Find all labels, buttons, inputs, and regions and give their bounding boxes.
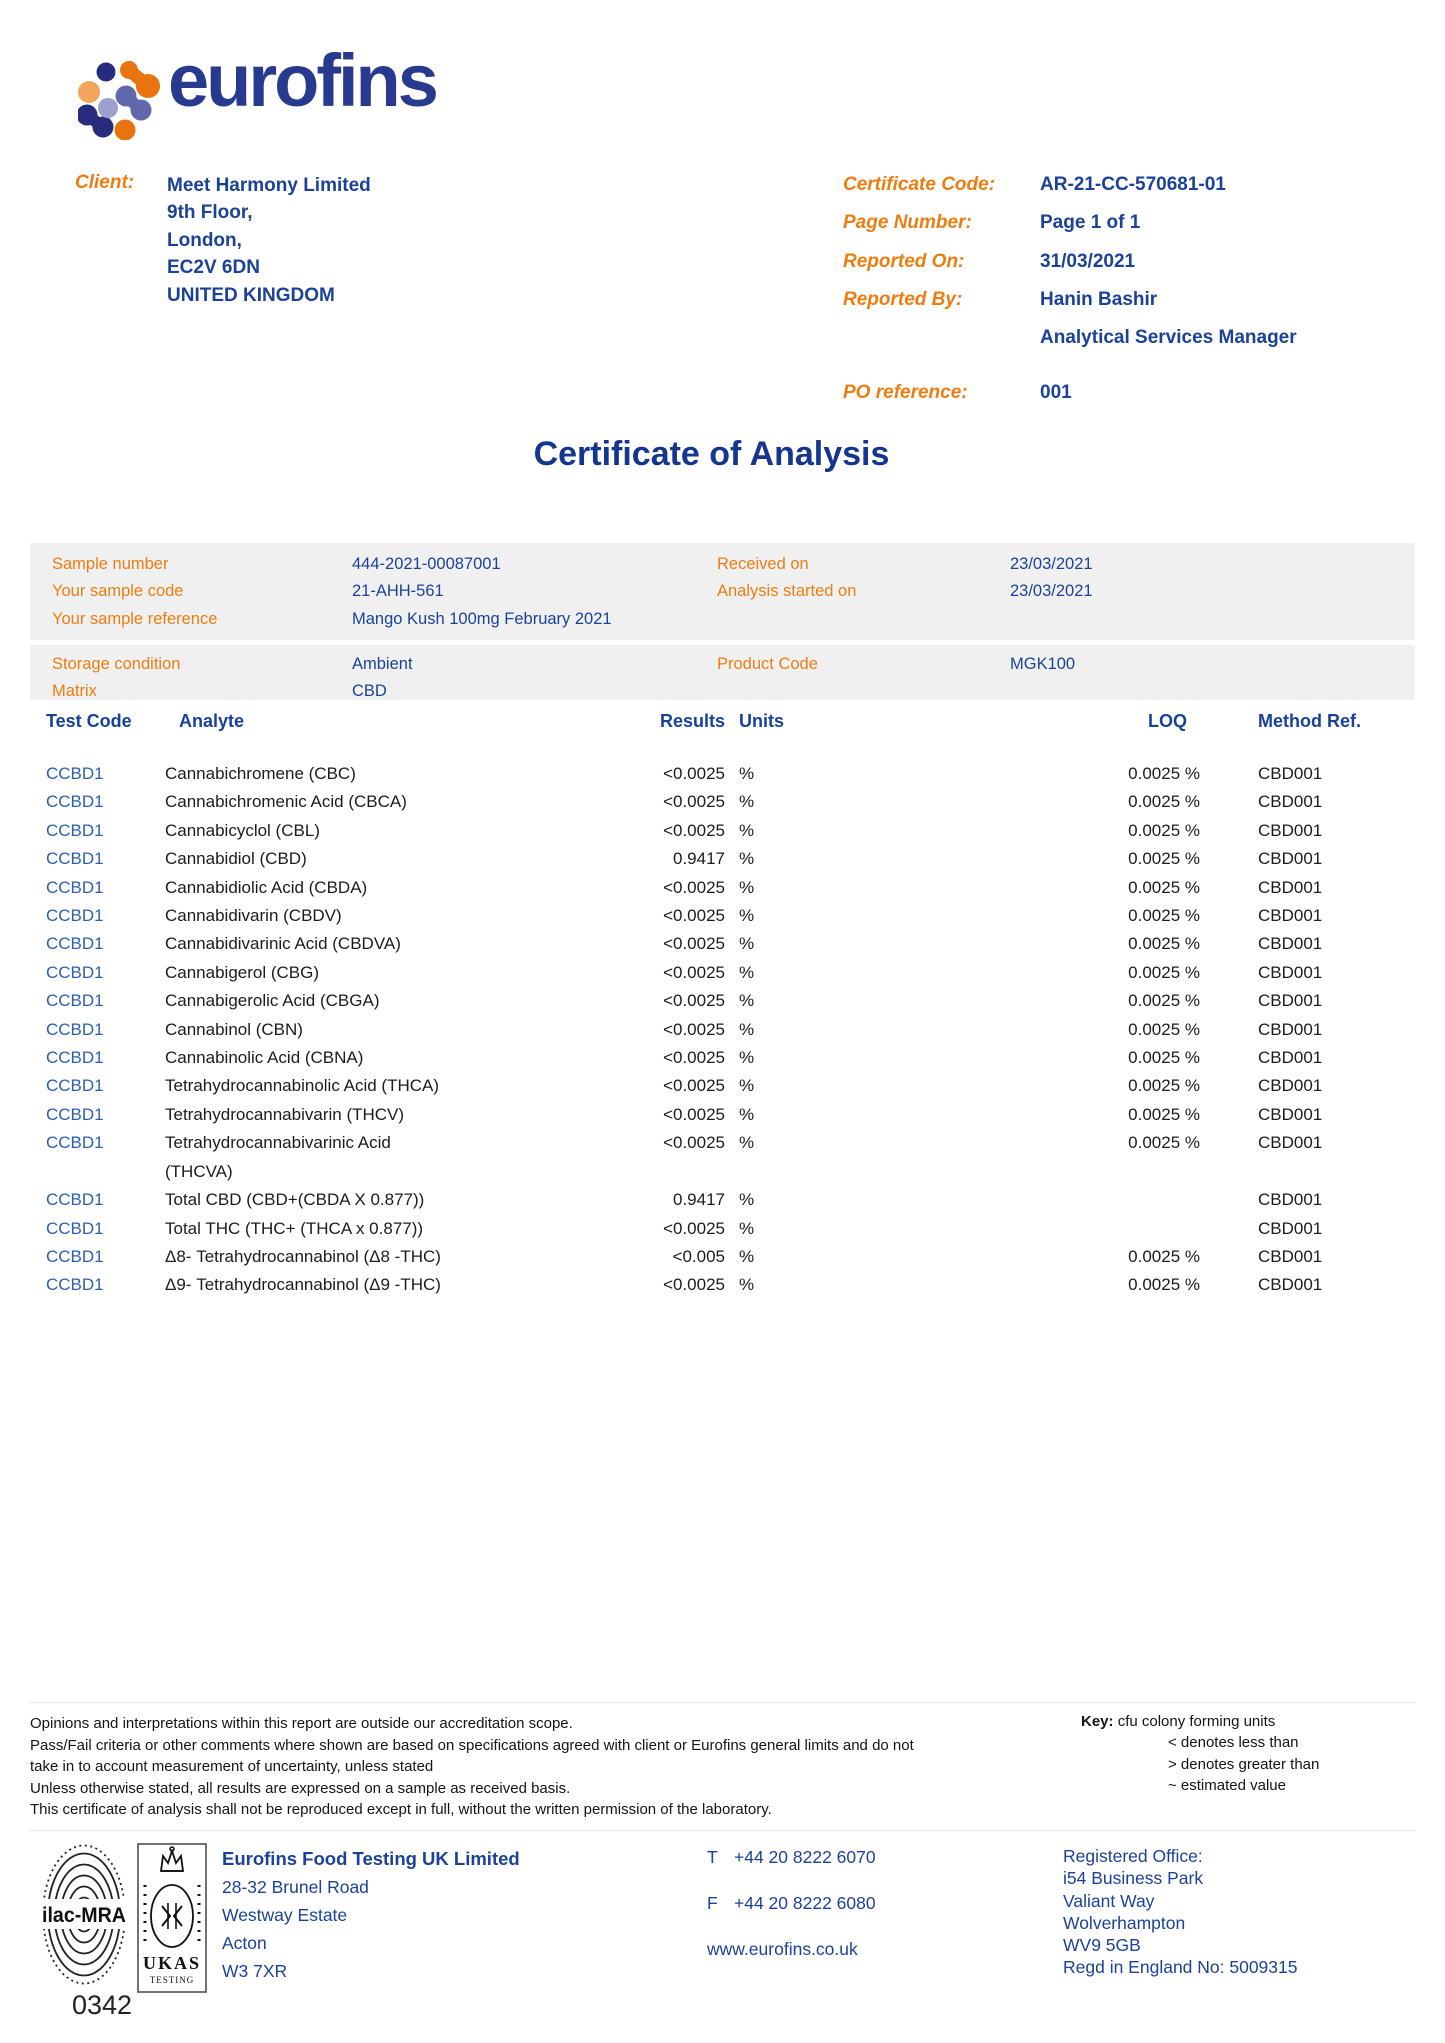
sample-info-value: 23/03/2021 xyxy=(1010,582,1093,601)
cell-analyte: Cannabidivarin (CBDV) xyxy=(165,906,342,926)
results-table-row xyxy=(30,874,1415,902)
text-line: 9th Floor, xyxy=(167,202,253,224)
cell-result: <0.0025 xyxy=(663,1104,725,1124)
footer-phone-f xyxy=(707,1893,876,1914)
footer-contact-block xyxy=(707,1847,876,1960)
cell-result: <0.0025 xyxy=(663,1048,725,1068)
cell-analyte: Δ9- Tetrahydrocannabinol (Δ9 -THC) xyxy=(165,1275,441,1295)
cell-units: % xyxy=(739,934,755,954)
cell-loq: 0.0025 % xyxy=(1128,1133,1200,1153)
cell-analyte: Total CBD (CBD+(CBDA X 0.877)) xyxy=(165,1190,425,1210)
header-method-ref: Method Ref. xyxy=(1258,710,1361,731)
text-line: Regd in England No: 5009315 xyxy=(1063,1957,1298,1978)
header-loq: LOQ xyxy=(1148,710,1187,731)
key-line-greater-than: > denotes greater than xyxy=(1168,1755,1320,1773)
text-line: Wolverhampton xyxy=(1063,1912,1186,1933)
results-table-body xyxy=(30,760,1415,1300)
cell-test-code: CCBD1 xyxy=(46,1275,104,1295)
key-first-line xyxy=(1081,1711,1319,1732)
cell-loq: 0.0025 % xyxy=(1128,1076,1200,1096)
cell-result: <0.0025 xyxy=(663,1076,725,1096)
cell-loq: 0.0025 % xyxy=(1128,1019,1200,1039)
phone-t-label: T xyxy=(707,1847,718,1867)
storage-info-label: Product Code xyxy=(717,655,818,673)
text-line: This certificate of analysis shall not be reproduced except in full, without the written permission of the laboratory. xyxy=(30,1801,772,1819)
svg-text:ilac-MRA: ilac-MRA xyxy=(42,1904,126,1927)
po-reference-label: PO reference: xyxy=(843,382,968,404)
cell-method-ref: CBD001 xyxy=(1258,764,1323,783)
cell-units: % xyxy=(739,962,755,982)
sample-info-label: Analysis started on xyxy=(717,582,857,601)
certificate-meta-label: Page Number: xyxy=(843,212,972,234)
footer-company-name: Eurofins Food Testing UK Limited xyxy=(222,1848,520,1869)
key-block xyxy=(1081,1711,1319,1797)
header-test-code: Test Code xyxy=(46,710,132,731)
results-table-row xyxy=(30,1186,1415,1214)
cell-units: % xyxy=(739,906,755,926)
certificate-meta-row xyxy=(843,251,1423,289)
text-line: Pass/Fail criteria or other comments where shown are based on specifications agreed with client or Eurofins general limits and do not xyxy=(30,1736,914,1754)
client-label: Client: xyxy=(75,172,135,193)
cell-loq: 0.0025 % xyxy=(1128,1048,1200,1068)
phone-t-number: +44 20 8222 6070 xyxy=(734,1847,876,1867)
footer-website xyxy=(707,1939,876,1960)
cell-analyte: Tetrahydrocannabivarinic Acid (THCVA) xyxy=(165,1133,391,1181)
cell-units: % xyxy=(739,1190,755,1210)
footer-company-block xyxy=(222,1845,520,1985)
client-name: Meet Harmony Limited xyxy=(167,175,371,196)
cell-analyte: Cannabidiol (CBD) xyxy=(165,849,307,869)
text-line: London, xyxy=(167,229,242,251)
cell-units: % xyxy=(739,1246,755,1266)
cell-analyte: Cannabidiolic Acid (CBDA) xyxy=(165,877,368,897)
cell-analyte: Tetrahydrocannabivarin (THCV) xyxy=(165,1104,405,1124)
sample-info-row xyxy=(30,551,1415,578)
cell-method-ref: CBD001 xyxy=(1258,877,1323,897)
results-table-row xyxy=(30,1101,1415,1129)
client-address xyxy=(167,172,371,309)
cell-result: <0.005 xyxy=(672,1246,725,1266)
phone-f-label: F xyxy=(707,1893,718,1913)
cell-test-code: CCBD1 xyxy=(46,764,104,783)
cell-test-code: CCBD1 xyxy=(46,820,104,840)
cell-method-ref: CBD001 xyxy=(1258,962,1323,982)
cell-result: <0.0025 xyxy=(663,1275,725,1295)
cell-units: % xyxy=(739,1133,755,1153)
sample-info-value: 21-AHH-561 xyxy=(352,582,444,601)
ukas-testing-logo xyxy=(137,1843,207,1993)
certificate-meta-value: AR-21-CC-570681-01 xyxy=(1040,174,1226,195)
cell-result: 0.9417 xyxy=(673,1190,725,1210)
cell-analyte: Cannabigerol (CBG) xyxy=(165,962,320,982)
cell-result: <0.0025 xyxy=(663,820,725,840)
cell-test-code: CCBD1 xyxy=(46,849,104,869)
sample-info-label: Received on xyxy=(717,555,809,573)
cell-result: <0.0025 xyxy=(663,934,725,954)
cell-result: <0.0025 xyxy=(663,962,725,982)
cell-loq xyxy=(855,1186,1200,1214)
cell-result: <0.0025 xyxy=(663,792,725,812)
sample-info-value: Mango Kush 100mg February 2021 xyxy=(352,609,612,628)
cell-method-ref: CBD001 xyxy=(1258,1076,1323,1096)
results-table-row xyxy=(30,902,1415,930)
certificate-meta-value: Page 1 of 1 xyxy=(1040,212,1141,234)
sample-info-value: 444-2021-00087001 xyxy=(352,555,501,573)
ilac-mra-logo xyxy=(41,1843,127,1986)
header-results: Results xyxy=(659,710,725,731)
results-table-row xyxy=(30,987,1415,1015)
cell-result: <0.0025 xyxy=(663,991,725,1011)
cell-loq: 0.0025 % xyxy=(1128,1275,1200,1295)
results-table-row xyxy=(30,930,1415,958)
results-table-row xyxy=(30,959,1415,987)
cell-loq: 0.0025 % xyxy=(1128,962,1200,982)
cell-method-ref: CBD001 xyxy=(1258,792,1323,812)
cell-analyte: Cannabinol (CBN) xyxy=(165,1019,303,1039)
results-table-row xyxy=(30,1129,1415,1186)
cell-test-code: CCBD1 xyxy=(46,1190,104,1210)
results-table-row xyxy=(30,817,1415,845)
cell-units: % xyxy=(739,877,755,897)
results-table-row xyxy=(30,1044,1415,1072)
text-line: Valiant Way xyxy=(1063,1890,1155,1911)
cell-test-code: CCBD1 xyxy=(46,792,104,812)
cell-analyte: Cannabinolic Acid (CBNA) xyxy=(165,1048,364,1068)
certificate-meta-label: Reported On: xyxy=(843,250,965,272)
header-units: Units xyxy=(739,710,784,731)
eurofins-logo-icon xyxy=(78,54,162,140)
sample-info-label: Your sample reference xyxy=(52,609,218,628)
ukas-accreditation-number: 0342 xyxy=(72,1990,133,2020)
cell-analyte: Tetrahydrocannabinolic Acid (THCA) xyxy=(165,1076,440,1096)
eurofins-wordmark: eurofins xyxy=(168,39,436,122)
text-line: Westway Estate xyxy=(222,1905,348,1925)
cell-test-code: CCBD1 xyxy=(46,991,104,1011)
footer-registered-block xyxy=(1063,1845,1298,1979)
cell-loq: 0.0025 % xyxy=(1128,934,1200,954)
storage-info-row xyxy=(30,651,1415,678)
cell-units: % xyxy=(739,1048,755,1068)
text-line: Opinions and interpretations within this report are outside our accreditation scope. xyxy=(30,1715,573,1732)
cell-analyte: Cannabichromene (CBC) xyxy=(165,764,356,783)
cell-method-ref: CBD001 xyxy=(1258,1218,1323,1238)
text-line: EC2V 6DN xyxy=(167,257,260,279)
po-reference-value: 001 xyxy=(1040,382,1072,404)
sample-info-label xyxy=(717,606,1010,633)
certificate-meta-value: Hanin Bashir xyxy=(1040,288,1158,310)
certificate-meta-row xyxy=(843,174,1423,212)
cell-result: 0.9417 xyxy=(673,849,725,869)
cell-units: % xyxy=(739,1019,755,1039)
header-analyte: Analyte xyxy=(179,710,245,731)
cell-result: <0.0025 xyxy=(663,1019,725,1039)
certificate-meta-value: Analytical Services Manager xyxy=(1040,327,1297,349)
sample-info-label: Your sample code xyxy=(52,582,184,601)
cell-analyte: Cannabicyclol (CBL) xyxy=(165,820,320,840)
text-line: UNITED KINGDOM xyxy=(167,284,335,306)
cell-test-code: CCBD1 xyxy=(46,962,104,982)
certificate-meta-label: Certificate Code: xyxy=(843,174,996,195)
sample-info-value xyxy=(1010,606,1415,633)
cell-loq: 0.0025 % xyxy=(1128,991,1200,1011)
key-cfu: cfu colony forming units xyxy=(1117,1713,1276,1730)
cell-method-ref: CBD001 xyxy=(1258,906,1323,926)
text-line: 28-32 Brunel Road xyxy=(222,1877,369,1897)
cell-analyte: Total THC (THC+ (THCA x 0.877)) xyxy=(165,1218,424,1238)
storage-info-value: MGK100 xyxy=(1010,655,1076,673)
certificate-meta-row xyxy=(843,327,1423,365)
key-label: Key: xyxy=(1081,1713,1114,1730)
cell-units: % xyxy=(739,1104,755,1124)
cell-test-code: CCBD1 xyxy=(46,1104,104,1124)
text-line: take in to account measurement of uncertainty, unless stated xyxy=(30,1758,434,1776)
website-link[interactable]: www.eurofins.co.uk xyxy=(707,1939,858,1959)
cell-result: <0.0025 xyxy=(663,764,725,783)
cell-loq: 0.0025 % xyxy=(1128,820,1200,840)
cell-units: % xyxy=(739,764,755,783)
cell-method-ref: CBD001 xyxy=(1258,934,1323,954)
cell-analyte: Cannabidivarinic Acid (CBDVA) xyxy=(165,934,401,954)
phone-f-number: +44 20 8222 6080 xyxy=(734,1893,876,1913)
cell-units: % xyxy=(739,1076,755,1096)
cell-loq xyxy=(855,1215,1200,1243)
certificate-meta-block xyxy=(843,174,1423,421)
page-title: Certificate of Analysis xyxy=(533,435,890,473)
cell-test-code: CCBD1 xyxy=(46,1218,104,1238)
cell-result: <0.0025 xyxy=(663,877,725,897)
cell-method-ref: CBD001 xyxy=(1258,1190,1323,1210)
storage-info-label xyxy=(717,678,1010,705)
cell-test-code: CCBD1 xyxy=(46,1076,104,1096)
results-table-row xyxy=(30,1072,1415,1100)
text-line: W3 7XR xyxy=(222,1961,288,1981)
key-line-estimated: ~ estimated value xyxy=(1168,1777,1286,1795)
certificate-meta-value: 31/03/2021 xyxy=(1040,250,1136,272)
results-table-row xyxy=(30,1271,1415,1299)
sample-info-row xyxy=(30,578,1415,605)
certificate-meta-label: Reported By: xyxy=(843,288,963,310)
cell-method-ref: CBD001 xyxy=(1258,849,1323,869)
text-line: WV9 5GB xyxy=(1063,1935,1141,1956)
cell-analyte: Cannabichromenic Acid (CBCA) xyxy=(165,792,407,812)
text-line: i54 Business Park xyxy=(1063,1868,1204,1889)
results-table-row xyxy=(30,1215,1415,1243)
storage-info-band xyxy=(30,645,1415,700)
cell-method-ref: CBD001 xyxy=(1258,1019,1323,1039)
cell-test-code: CCBD1 xyxy=(46,1019,104,1039)
cell-units: % xyxy=(739,1218,755,1238)
certificate-meta-row xyxy=(843,289,1423,327)
cell-loq: 0.0025 % xyxy=(1128,906,1200,926)
results-table-row xyxy=(30,788,1415,816)
storage-info-label: Storage condition xyxy=(52,655,181,673)
storage-info-value: Ambient xyxy=(352,655,413,673)
cell-test-code: CCBD1 xyxy=(46,934,104,954)
cell-loq: 0.0025 % xyxy=(1128,1104,1200,1124)
sample-info-row xyxy=(30,606,1415,633)
storage-info-label: Matrix xyxy=(52,682,97,701)
client-block xyxy=(75,172,371,309)
cell-analyte: Cannabigerolic Acid (CBGA) xyxy=(165,991,380,1011)
footer-phone-t xyxy=(707,1847,876,1868)
cell-method-ref: CBD001 xyxy=(1258,1246,1323,1266)
cell-method-ref: CBD001 xyxy=(1258,820,1323,840)
sample-info-label: Sample number xyxy=(52,555,169,573)
cell-units: % xyxy=(739,792,755,812)
cell-result: <0.0025 xyxy=(663,1218,725,1238)
cell-analyte: Δ8- Tetrahydrocannabinol (Δ8 -THC) xyxy=(165,1246,441,1266)
cell-result: <0.0025 xyxy=(663,906,725,926)
results-table-row xyxy=(30,1243,1415,1271)
cell-loq: 0.0025 % xyxy=(1128,849,1200,869)
storage-info-value xyxy=(1010,678,1415,705)
sample-info-value: 23/03/2021 xyxy=(1010,555,1093,573)
cell-method-ref: CBD001 xyxy=(1258,1275,1323,1295)
storage-info-value: CBD xyxy=(352,682,387,701)
results-table-row xyxy=(30,760,1415,788)
cell-loq: 0.0025 % xyxy=(1128,1246,1200,1266)
cell-test-code: CCBD1 xyxy=(46,877,104,897)
cell-units: % xyxy=(739,991,755,1011)
text-line: Acton xyxy=(222,1933,267,1953)
cell-test-code: CCBD1 xyxy=(46,1246,104,1266)
text-line: Registered Office: xyxy=(1063,1846,1203,1866)
cell-units: % xyxy=(739,820,755,840)
sample-info-band xyxy=(30,543,1415,640)
cell-loq: 0.0025 % xyxy=(1128,792,1200,812)
svg-text:TESTING: TESTING xyxy=(149,1975,195,1985)
results-table-row xyxy=(30,845,1415,873)
svg-text:UKAS: UKAS xyxy=(142,1953,202,1973)
cell-loq: 0.0025 % xyxy=(1128,764,1200,783)
cell-units: % xyxy=(739,849,755,869)
cell-test-code: CCBD1 xyxy=(46,1048,104,1068)
cell-method-ref: CBD001 xyxy=(1258,1133,1323,1153)
key-line-less-than: < denotes less than xyxy=(1168,1734,1299,1752)
po-reference-row xyxy=(843,382,1423,420)
cell-result: <0.0025 xyxy=(663,1133,725,1153)
storage-info-row xyxy=(30,678,1415,705)
results-table-header xyxy=(30,703,1415,739)
cell-test-code: CCBD1 xyxy=(46,906,104,926)
cell-test-code: CCBD1 xyxy=(46,1133,104,1153)
cell-loq: 0.0025 % xyxy=(1128,877,1200,897)
results-table-row xyxy=(30,1016,1415,1044)
cell-method-ref: CBD001 xyxy=(1258,1104,1323,1124)
cell-units: % xyxy=(739,1275,755,1295)
cell-method-ref: CBD001 xyxy=(1258,1048,1323,1068)
cell-method-ref: CBD001 xyxy=(1258,991,1323,1011)
certificate-meta-row xyxy=(843,212,1423,250)
text-line: Unless otherwise stated, all results are expressed on a sample as received basis. xyxy=(30,1779,571,1797)
